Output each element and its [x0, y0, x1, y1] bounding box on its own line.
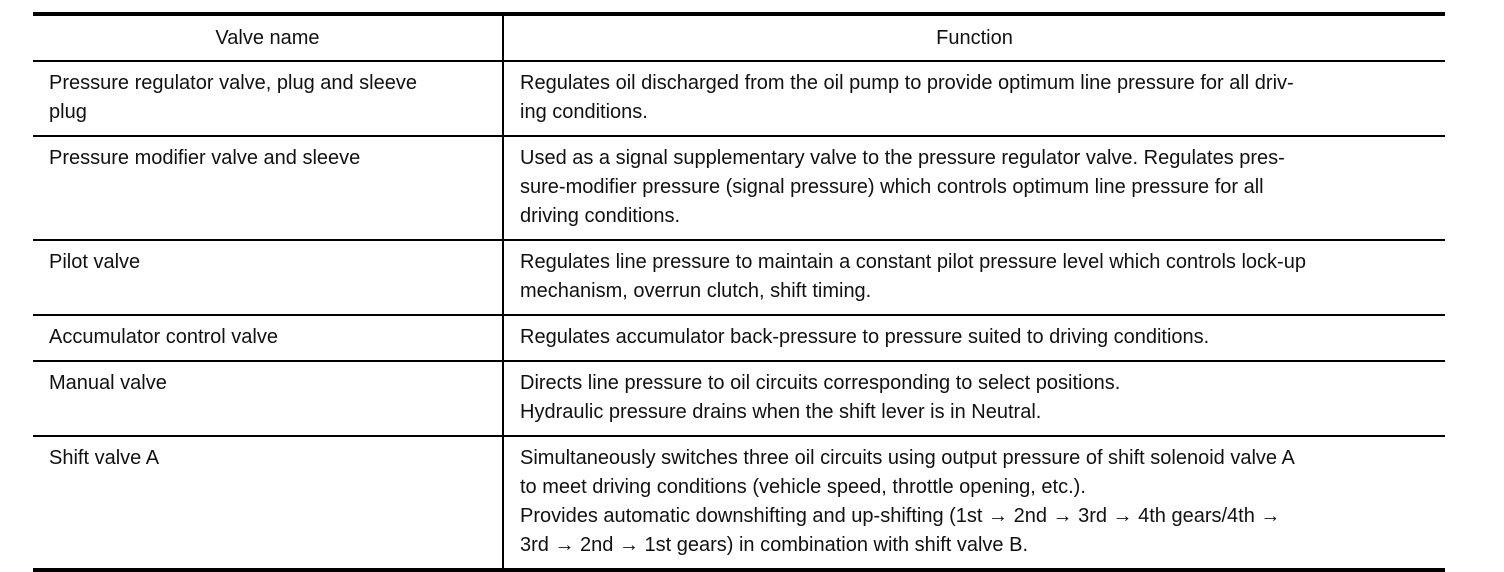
function-line: driving conditions. [520, 205, 681, 227]
function-line: Directs line pressure to oil circuits corresponding to select positions. [520, 372, 1121, 394]
valve-name-cell [33, 436, 503, 570]
function-line: mechanism, overrun clutch, shift timing. [520, 280, 872, 302]
function-line: Provides automatic downshifting and up-shifting (1st → 2nd → 3rd → 4th gears/4th → [520, 505, 1281, 527]
valve-name-line: Shift valve A [49, 447, 160, 469]
function-line: Used as a signal supplementary valve to the pressure regulator valve. Regulates pres- [520, 147, 1285, 169]
valve-name-cell [33, 61, 503, 136]
function-cell [503, 136, 1445, 240]
function-line: Regulates accumulator back-pressure to pressure suited to driving conditions. [520, 326, 1210, 348]
table-row [33, 361, 1445, 436]
valve-name-cell [33, 315, 503, 361]
valve-name-line: Pressure modifier valve and sleeve [49, 147, 361, 169]
function-cell [503, 436, 1445, 570]
header-row [33, 14, 1445, 61]
valve-function-table [33, 12, 1445, 572]
function-line: Regulates oil discharged from the oil pump to provide optimum line pressure for all driv- [520, 72, 1294, 94]
table-row [33, 240, 1445, 315]
function-line: to meet driving conditions (vehicle speed, throttle opening, etc.). [520, 476, 1086, 498]
valve-name-cell [33, 361, 503, 436]
function-line: Regulates line pressure to maintain a constant pilot pressure level which controls lock-up [520, 251, 1306, 273]
function-cell [503, 361, 1445, 436]
table-row [33, 436, 1445, 570]
valve-name-cell [33, 136, 503, 240]
valve-name-line: plug [49, 101, 87, 123]
table-row [33, 315, 1445, 361]
function-line: Hydraulic pressure drains when the shift lever is in Neutral. [520, 401, 1042, 423]
valve-name-line: Pressure regulator valve, plug and sleeve [49, 72, 417, 94]
function-line: ing conditions. [520, 101, 648, 123]
header-valve-name: Valve name [33, 14, 503, 61]
valve-name-cell [33, 240, 503, 315]
table-row [33, 61, 1445, 136]
valve-name-line: Pilot valve [49, 251, 141, 273]
function-cell [503, 61, 1445, 136]
function-line: 3rd → 2nd → 1st gears) in combination with shift valve B. [520, 534, 1029, 556]
function-line: sure-modifier pressure (signal pressure) which controls optimum line pressure for all [520, 176, 1264, 198]
valve-name-line: Accumulator control valve [49, 326, 278, 348]
header-function: Function [503, 14, 1445, 61]
table-row [33, 136, 1445, 240]
function-cell [503, 240, 1445, 315]
function-cell [503, 315, 1445, 361]
function-line: Simultaneously switches three oil circuits using output pressure of shift solenoid valve A [520, 447, 1295, 469]
valve-name-line: Manual valve [49, 372, 167, 394]
